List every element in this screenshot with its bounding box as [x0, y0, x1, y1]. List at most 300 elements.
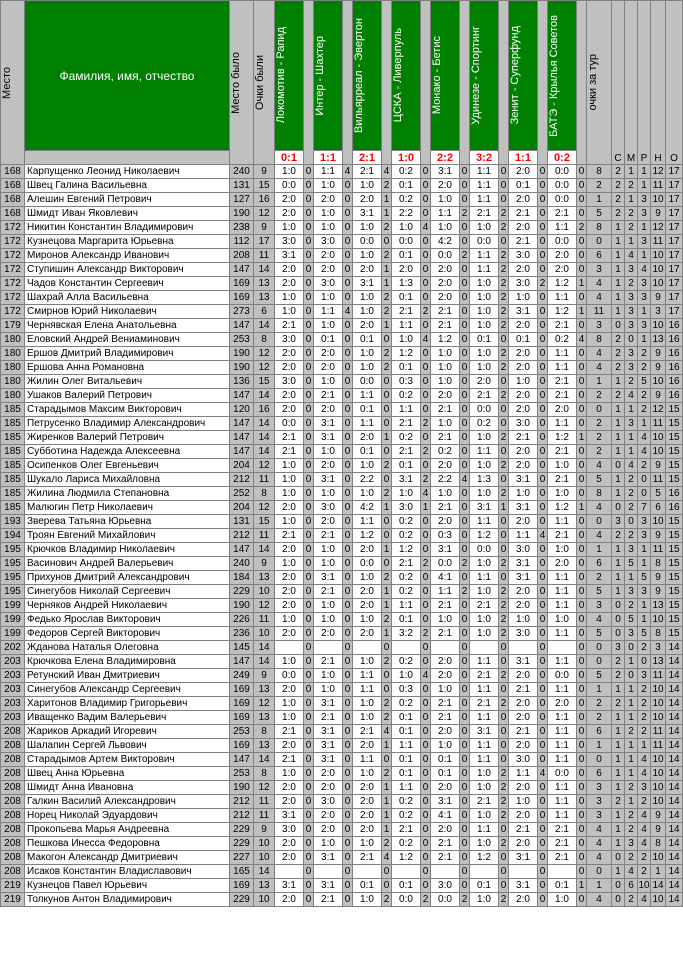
table-cell: 1:0 — [509, 795, 538, 809]
table-cell: 2:1 — [431, 711, 460, 725]
table-cell: 4:1 — [431, 809, 460, 823]
table-cell: 4 — [343, 305, 353, 319]
table-cell: 147 — [230, 655, 254, 669]
table-cell: 1 — [382, 781, 392, 795]
table-cell: 6 — [254, 305, 275, 319]
table-cell: 6 — [587, 725, 612, 739]
table-cell: Харитонов Владимир Григорьевич — [25, 697, 230, 711]
table-cell: 0 — [577, 375, 587, 389]
table-cell: 0 — [421, 431, 431, 445]
table-cell: 11 — [651, 179, 666, 193]
table-cell: 2 — [421, 557, 431, 571]
match-score-6: 3:2 — [470, 151, 499, 165]
table-cell: 13 — [652, 334, 664, 345]
table-cell: 0 — [343, 361, 353, 375]
table-cell: Жилина Людмила Степановна — [25, 487, 230, 501]
table-cell: 2 — [612, 179, 625, 193]
table-cell: 0 — [304, 487, 314, 501]
table-cell: 180 — [1, 389, 25, 403]
header-o: О — [666, 1, 683, 165]
table-cell: 0:1 — [353, 333, 382, 347]
table-cell: 2:0 — [314, 347, 343, 361]
table-cell: 2:0 — [314, 627, 343, 641]
table-cell: 16 — [666, 389, 683, 403]
table-row — [1, 165, 683, 179]
table-cell: 1 — [625, 655, 638, 669]
table-row — [1, 781, 683, 795]
table-cell: 10 — [652, 894, 664, 905]
table-cell: 202 — [1, 641, 25, 655]
table-cell: 12 — [254, 599, 275, 613]
table-cell: 9 — [651, 529, 666, 543]
table-cell: 0:0 — [392, 893, 421, 907]
table-cell: 2 — [499, 795, 509, 809]
table-cell: 2:0 — [353, 599, 382, 613]
table-cell: 15 — [254, 515, 275, 529]
table-cell: 2:1 — [275, 725, 304, 739]
table-cell: 0:1 — [392, 725, 421, 739]
table-cell: 0 — [538, 445, 548, 459]
table-cell: 0 — [499, 711, 509, 725]
table-cell: 1 — [612, 375, 625, 389]
table-cell: 195 — [1, 571, 25, 585]
table-cell: 2 — [499, 893, 509, 907]
table-cell: 0 — [460, 823, 470, 837]
table-cell: Ушаков Валерий Петрович — [25, 389, 230, 403]
table-cell: 10 — [652, 194, 664, 205]
table-cell: 3 — [638, 529, 651, 543]
table-cell: 0 — [304, 893, 314, 907]
table-cell: 5 — [587, 627, 612, 641]
table-cell: 0 — [538, 291, 548, 305]
table-cell: 17 — [666, 291, 683, 305]
header-match-8: БАТЭ - Крылья Советов — [548, 1, 577, 151]
table-cell: 15 — [666, 613, 683, 627]
table-cell: 1:0 — [392, 669, 421, 683]
table-cell: 1:0 — [470, 361, 499, 375]
table-cell: 0:3 — [431, 529, 460, 543]
table-cell: 13 — [652, 600, 664, 611]
table-cell: 2 — [499, 585, 509, 599]
table-cell: 1:0 — [314, 319, 343, 333]
table-cell: 1:0 — [548, 543, 577, 557]
table-cell: 1 — [382, 585, 392, 599]
table-cell: 11 — [254, 529, 275, 543]
table-cell: Осипенков Олег Евгеньевич — [25, 459, 230, 473]
table-cell: 0:1 — [392, 459, 421, 473]
table-cell: 13 — [254, 739, 275, 753]
table-cell: 6 — [587, 557, 612, 571]
table-cell: 9 — [651, 291, 666, 305]
table-cell: 0 — [304, 375, 314, 389]
table-cell: 2:0 — [275, 781, 304, 795]
table-cell: 2 — [499, 361, 509, 375]
table-cell: 0 — [460, 305, 470, 319]
table-row — [1, 179, 683, 193]
table-cell: 0:3 — [392, 683, 421, 697]
table-cell: 2 — [499, 305, 509, 319]
table-cell: 14 — [666, 809, 683, 823]
table-cell: 0 — [304, 641, 314, 655]
table-cell: 8 — [587, 165, 612, 179]
table-cell: 2:0 — [353, 795, 382, 809]
table-cell: 0:1 — [353, 445, 382, 459]
table-cell: 0 — [421, 585, 431, 599]
table-cell: 1 — [382, 193, 392, 207]
table-cell: 1 — [638, 221, 651, 235]
table-cell: 4 — [382, 851, 392, 865]
table-cell: 1 — [638, 305, 651, 319]
table-cell: 2 — [638, 725, 651, 739]
table-cell: 208 — [1, 823, 25, 837]
table-cell: 1 — [612, 865, 625, 879]
table-cell: 14 — [666, 879, 683, 893]
table-cell: 0 — [460, 767, 470, 781]
table-cell: 1:1 — [392, 599, 421, 613]
table-cell: 2 — [625, 781, 638, 795]
table-cell: 2 — [499, 319, 509, 333]
table-cell: 2:0 — [275, 795, 304, 809]
table-cell: 2:1 — [509, 725, 538, 739]
table-cell: 169 — [230, 277, 254, 291]
table-cell: 0 — [421, 459, 431, 473]
table-cell: 1:2 — [431, 333, 460, 347]
table-cell: 1:0 — [353, 249, 382, 263]
table-cell: 0 — [343, 193, 353, 207]
table-cell: 2:1 — [548, 837, 577, 851]
table-cell: 1:0 — [353, 221, 382, 235]
table-cell: 14 — [666, 781, 683, 795]
table-cell: 3 — [587, 263, 612, 277]
table-cell: 4 — [638, 263, 651, 277]
table-cell: 0 — [538, 627, 548, 641]
table-cell: 0 — [304, 403, 314, 417]
table-cell: 10 — [652, 516, 664, 527]
table-cell: 1:1 — [548, 417, 577, 431]
table-cell: 2 — [499, 669, 509, 683]
table-cell: 0:1 — [392, 613, 421, 627]
table-cell: 0:2 — [392, 655, 421, 669]
table-cell: 0 — [499, 739, 509, 753]
table-cell: 0 — [538, 711, 548, 725]
table-cell: 0 — [460, 809, 470, 823]
table-cell: 2:0 — [353, 431, 382, 445]
table-cell: Малюгин Петр Николаевич — [25, 501, 230, 515]
table-cell: 1:0 — [353, 291, 382, 305]
table-cell: 0 — [421, 599, 431, 613]
table-cell: 12 — [652, 404, 664, 415]
table-cell: 1 — [612, 837, 625, 851]
table-cell: 1 — [577, 277, 587, 291]
table-cell: 1 — [612, 417, 625, 431]
table-cell: 0 — [538, 879, 548, 893]
table-cell: 0 — [499, 571, 509, 585]
header-r: Р — [638, 1, 651, 165]
table-cell: 1 — [612, 683, 625, 697]
table-cell: 3:1 — [353, 277, 382, 291]
table-cell: 229 — [230, 823, 254, 837]
table-cell: 1:0 — [353, 711, 382, 725]
table-cell: 0 — [538, 263, 548, 277]
table-cell: Чернявская Елена Анатольевна — [25, 319, 230, 333]
table-cell: 2 — [625, 221, 638, 235]
table-cell: 0 — [538, 165, 548, 179]
table-cell: 5 — [625, 613, 638, 627]
table-cell: 1:0 — [314, 613, 343, 627]
table-cell: 2 — [625, 823, 638, 837]
table-cell: 1:0 — [314, 837, 343, 851]
table-cell: 1:1 — [470, 263, 499, 277]
table-cell: 1:0 — [314, 207, 343, 221]
table-cell: 1:1 — [470, 165, 499, 179]
table-cell: 0 — [343, 235, 353, 249]
table-cell: 1 — [612, 585, 625, 599]
table-cell: 147 — [230, 389, 254, 403]
table-cell: 208 — [1, 753, 25, 767]
table-cell: 0 — [460, 753, 470, 767]
table-cell: Смирнов Юрий Николаевич — [25, 305, 230, 319]
table-cell: 1:1 — [548, 795, 577, 809]
table-cell: 172 — [1, 221, 25, 235]
table-cell: 0 — [612, 319, 625, 333]
table-cell: 9 — [254, 165, 275, 179]
table-row — [1, 277, 683, 291]
table-cell: 3:0 — [314, 235, 343, 249]
table-cell: 1:3 — [392, 277, 421, 291]
table-cell: 4 — [421, 221, 431, 235]
table-cell: 17 — [666, 221, 683, 235]
table-cell: 219 — [1, 879, 25, 893]
table-cell: 1:1 — [548, 725, 577, 739]
table-cell: 0 — [304, 599, 314, 613]
table-cell: 1 — [612, 305, 625, 319]
table-cell: 12 — [254, 207, 275, 221]
table-cell: 3:0 — [509, 277, 538, 291]
table-cell: 10 — [254, 627, 275, 641]
table-cell: 3 — [625, 837, 638, 851]
table-row — [1, 823, 683, 837]
table-cell: 0:1 — [431, 767, 460, 781]
table-cell: 11 — [651, 543, 666, 557]
table-cell: 0 — [577, 655, 587, 669]
table-cell: 9 — [651, 571, 666, 585]
table-cell: 0:2 — [392, 389, 421, 403]
table-cell: 0 — [538, 431, 548, 445]
table-cell: 3 — [587, 599, 612, 613]
header-match-1: Локомотив - Рапид — [275, 1, 304, 151]
table-cell: 0 — [343, 515, 353, 529]
table-cell: 4 — [587, 361, 612, 375]
table-cell: 169 — [230, 711, 254, 725]
table-cell: 2:0 — [314, 263, 343, 277]
table-cell: 147 — [230, 543, 254, 557]
table-cell: Шмидт Анна Ивановна — [25, 781, 230, 795]
table-cell: 2:1 — [470, 795, 499, 809]
table-cell: 2:0 — [275, 389, 304, 403]
table-cell: 1:0 — [353, 893, 382, 907]
table-cell: 1:0 — [431, 361, 460, 375]
table-cell: 172 — [1, 249, 25, 263]
table-cell: 0 — [577, 389, 587, 403]
table-cell: 0 — [499, 473, 509, 487]
table-cell: 0 — [421, 235, 431, 249]
table-cell: Шалапин Сергей Львович — [25, 739, 230, 753]
table-cell: 15 — [666, 543, 683, 557]
table-cell: 2:0 — [275, 263, 304, 277]
table-cell: 1 — [638, 165, 651, 179]
table-cell: 1 — [382, 543, 392, 557]
table-cell: 2 — [460, 893, 470, 907]
table-cell — [431, 865, 460, 879]
table-cell: 0 — [343, 683, 353, 697]
table-cell: 2 — [625, 473, 638, 487]
table-cell: 0:1 — [548, 879, 577, 893]
table-cell: 2:0 — [509, 837, 538, 851]
table-cell: 14 — [666, 893, 683, 907]
table-cell: 203 — [1, 683, 25, 697]
table-cell: 0 — [612, 613, 625, 627]
table-cell: 0 — [577, 459, 587, 473]
table-cell: 2:1 — [314, 529, 343, 543]
table-cell: 0 — [304, 179, 314, 193]
table-cell: 1 — [612, 263, 625, 277]
table-cell: 2:0 — [509, 459, 538, 473]
table-cell: 9 — [651, 459, 666, 473]
table-cell: 2 — [638, 851, 651, 865]
table-cell: 2 — [625, 599, 638, 613]
table-cell: 0:2 — [392, 571, 421, 585]
table-cell: 1 — [612, 291, 625, 305]
table-cell: 2:0 — [509, 599, 538, 613]
table-cell — [548, 865, 577, 879]
table-cell: 3:1 — [392, 473, 421, 487]
table-cell: 1 — [382, 501, 392, 515]
table-cell: 1:1 — [392, 781, 421, 795]
table-cell: 2 — [625, 725, 638, 739]
table-cell: 11 — [254, 249, 275, 263]
table-cell: 0 — [421, 571, 431, 585]
table-cell: 1 — [587, 683, 612, 697]
table-cell: 0 — [382, 375, 392, 389]
table-cell: 253 — [230, 767, 254, 781]
table-cell: 227 — [230, 851, 254, 865]
table-cell: 2:0 — [275, 739, 304, 753]
table-cell: 9 — [254, 221, 275, 235]
table-cell: 0 — [304, 865, 314, 879]
table-cell: 1:1 — [353, 683, 382, 697]
table-cell: 3:1 — [509, 571, 538, 585]
table-cell: 2 — [382, 347, 392, 361]
table-cell: 0:1 — [392, 711, 421, 725]
table-cell: 240 — [230, 557, 254, 571]
table-cell: 10 — [652, 376, 664, 387]
table-cell: 1:0 — [275, 487, 304, 501]
table-cell: 0 — [421, 837, 431, 851]
table-cell: 2:0 — [275, 683, 304, 697]
table-cell: 1:0 — [314, 543, 343, 557]
header-match-7: Зенит - Суперфунд — [509, 1, 538, 151]
table-row — [1, 431, 683, 445]
table-cell: 2 — [638, 347, 651, 361]
table-cell: 9 — [651, 207, 666, 221]
table-cell: 172 — [1, 277, 25, 291]
table-cell: 0 — [499, 165, 509, 179]
table-cell: 0 — [421, 753, 431, 767]
table-cell: 7 — [638, 501, 651, 515]
header-row — [1, 1, 683, 151]
table-row — [1, 809, 683, 823]
table-cell: 2:0 — [509, 319, 538, 333]
table-row — [1, 501, 683, 515]
table-cell: 2 — [499, 459, 509, 473]
table-cell: 0 — [343, 711, 353, 725]
table-cell: 184 — [230, 571, 254, 585]
table-cell: 4 — [421, 333, 431, 347]
table-cell: 3 — [638, 207, 651, 221]
table-cell: 0 — [421, 725, 431, 739]
table-cell: 1:0 — [548, 613, 577, 627]
table-cell: 0 — [460, 529, 470, 543]
table-cell: 190 — [230, 599, 254, 613]
table-cell: 1 — [421, 501, 431, 515]
table-cell: 2:1 — [275, 445, 304, 459]
table-cell: 14 — [652, 880, 664, 891]
table-cell: 172 — [1, 291, 25, 305]
table-row — [1, 249, 683, 263]
table-cell: 1 — [612, 277, 625, 291]
table-cell: 1:2 — [392, 347, 421, 361]
table-cell: 0:0 — [470, 235, 499, 249]
table-cell: 5 — [587, 473, 612, 487]
table-cell: 168 — [1, 179, 25, 193]
table-cell: 10 — [652, 782, 664, 793]
table-cell: 4 — [638, 431, 651, 445]
table-cell: 0 — [638, 487, 651, 501]
table-cell: 6 — [625, 879, 638, 893]
table-cell: 1 — [625, 403, 638, 417]
table-cell: 0 — [538, 893, 548, 907]
table-cell: 11 — [254, 809, 275, 823]
table-cell: 1:1 — [548, 221, 577, 235]
table-cell: 2:1 — [509, 431, 538, 445]
table-cell: 0 — [612, 851, 625, 865]
table-row — [1, 851, 683, 865]
table-cell: 9 — [254, 557, 275, 571]
table-cell: 16 — [254, 403, 275, 417]
table-cell: 1:0 — [431, 487, 460, 501]
table-row — [1, 683, 683, 697]
table-cell: 0 — [577, 473, 587, 487]
table-cell: 0 — [538, 389, 548, 403]
table-cell: 208 — [1, 781, 25, 795]
table-cell: 0 — [343, 893, 353, 907]
table-cell: 1 — [577, 879, 587, 893]
table-cell: 0 — [421, 179, 431, 193]
table-cell: 2 — [612, 333, 625, 347]
table-cell: 3 — [651, 305, 666, 319]
table-cell: 2 — [625, 207, 638, 221]
table-cell: 208 — [1, 725, 25, 739]
table-cell: 2 — [421, 417, 431, 431]
table-cell: 1:1 — [470, 739, 499, 753]
table-cell: 12 — [254, 697, 275, 711]
table-cell: 2:0 — [509, 361, 538, 375]
table-cell: 0 — [577, 599, 587, 613]
table-cell: 4 — [587, 277, 612, 291]
table-cell: 2 — [625, 529, 638, 543]
table-cell: 0 — [538, 557, 548, 571]
match-score-1: 0:1 — [275, 151, 304, 165]
